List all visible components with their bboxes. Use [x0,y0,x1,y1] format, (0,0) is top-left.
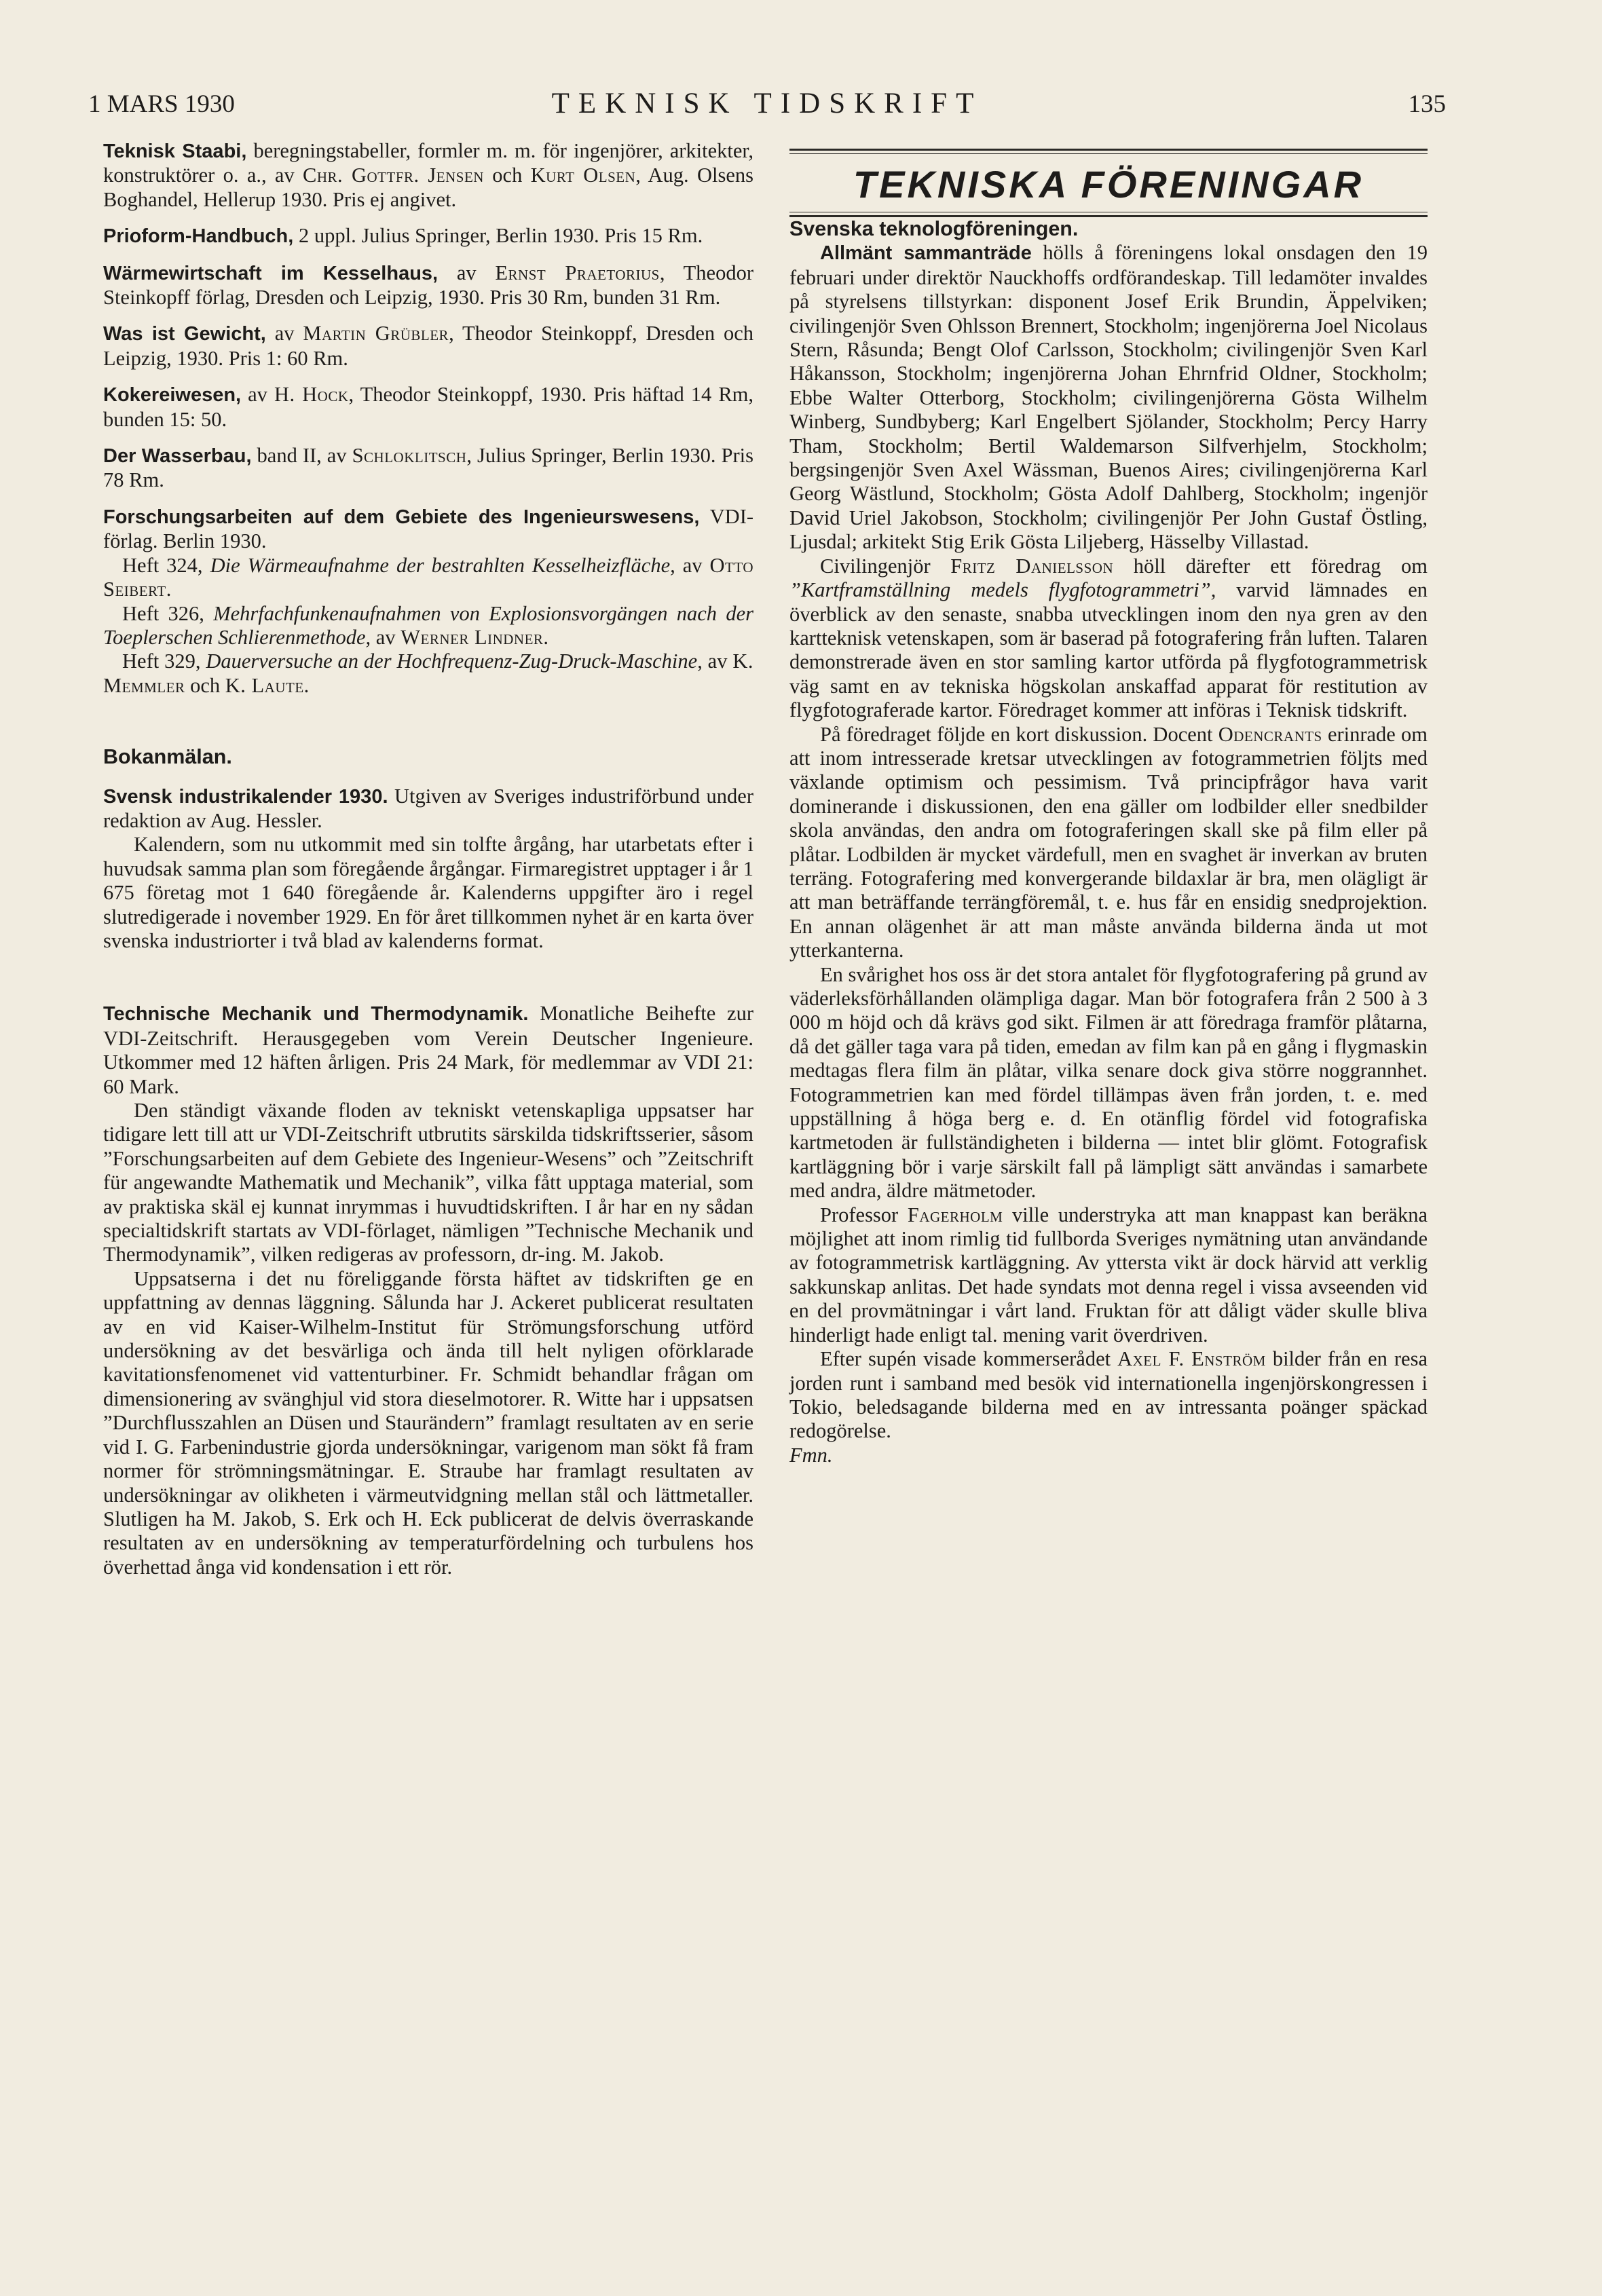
review-entry: Svensk industrikalender 1930. Utgiven av Sveriges industriförbund under redaktion av Aug. Hessler. [103,784,754,832]
review-text: Den ständigt växande floden av tekniskt vetenskapliga uppsatser har tidigare lett till att ur VDI-Zeitschrift utbrutits särskilda tidskriftsserier, såsom ”Forschungsarbeiten auf dem Gebiete des Ingenieur-Wesens” och ”Zeitschrift für angewandte Mathematik und Mechanik”, vilka fått upptaga material, som av praktiska skäl ej kunnat inrymmas i huvudtidskriften. I år har en ny sådan specialtidskrift startats av VDI-förlaget, nämligen ”Technische Mechanik und Thermodynamik”, vilken redigeras av professorn, dr-ing. M. Jakob. [103,1099,753,1266]
heft-entry: Heft 326, Mehrfachfunkenaufnahmen von Explosionsvorgängen nach der Toeplerschen Schlierenmethode, av Werner Lindner. [103,601,754,649]
heft-entry: Heft 329, Dauerversuche an der Hochfrequenz-Zug-Druck-Maschine, av K. Memmler och K. Laute. [103,650,753,697]
heft-entry: Heft 324, Die Wärmeaufnahme der bestrahlten Kesselheizfläche, av Otto Seibert. [103,553,753,601]
section-heading: Bokanmälan. [103,745,232,769]
meeting-text: På föredraget följde en kort diskussion. Docent Odencrants erinrade om att inom intresserade kretsar utvecklingen av fotogrammetrien följts med växlande optimism och pessimism. Två principfrågor hava varit dominerande i diskussionen, den ena gäller om lodbilder eller snedbilder skola användas, den andra om fotograferingen skall ske på film eller på plåtar. Lodbilden är mycket värdefull, men en svaghet är inverkan av bruten terräng. Fotografering med konvergerande bildaxlar är bra, men olägligt är att man beträffande terrängföremål, t. e. hus får en ensidig snedprojektion. En annan olägenhet är att man måste använda bilderna ända ut mot ytterkanterna. [789,722,1428,962]
meeting-text: En svårighet hos oss är det stora antalet för flygfotografering på grund av väderleksförhållanden olämpliga dagar. Man bör fotografera från 2 500 à 3 000 m höjd och då krävs god sikt. Filmen är att föredraga framför plåtarna, då det gäller taga vara på tiden, emedan av film kan på en gång i flygmaskin medtagas flera film än plåtar, vilka senare dock giva större noggrannhet. Fotogrammetrien kan med fördel tillämpas även från jorden, t. e. med uppställning å höga berg e. d. En otänflig fördel vid fotografiska kartmetoden är fullständigheten i bilderna — intet blir glömt. Fotografisk kartläggning bör i varje särskilt fall på lämpligt sätt användas i samarbete med andra, äldre mätmetoder. [789,962,1428,1203]
page-number: 135 [1408,90,1446,118]
book-entry: Prioform-Handbuch, 2 uppl. Julius Springer, Berlin 1930. Pris 15 Rm. [103,224,703,248]
left-column [103,139,753,1579]
issue-date: 1 MARS 1930 [88,90,235,118]
banner-title: TEKNISKA FÖRENINGAR [853,163,1364,206]
review-text: Uppsatserna i det nu föreliggande första häftet av tidskriften ge en uppfattning av dennas läggning. Sålunda har J. Ackeret publicerat resultaten av en vid Kaiser-Wilhelm-Institut für Strömungsforschung utförd undersökning av det besvärliga och ända till helt nyligen oförklarade kavitationsfenomenet vid vattenturbiner. Fr. Schmidt behandlar frågan om dimensionering av svänghjul vid stora dieselmotorer. R. Witte har i uppsatsen ”Durchflusszahlen an Düsen und Staurändern” framlagt resultaten av en serie vid I. G. Farbenindustrie gjorda undersökningar, varigenom man sökt få fram normer för strömningsmätningar. E. Straube har framlagt resultaten av undersökningar av olikheten i värmeutvidgning mellan stål och lättmetaller. Slutligen ha M. Jakob, S. Erk och H. Eck publicerat de delvis överraskande resultaten av en undersökning av temperaturfördelning och turbulens hos överhettad ånga vid kondensation i ett rör. [103,1266,753,1579]
signature: Fmn. [789,1443,833,1467]
journal-title: TEKNISK TIDSKRIFT [551,88,983,119]
book-entry: Forschungsarbeiten auf dem Gebiete des Ingenieurswesens, VDI-förlag. Berlin 1930. [103,504,754,553]
running-head [88,90,1446,130]
book-entry: Wärmewirtschaft im Kesselhaus, av Ernst Praetorius, Theodor Steinkopff förlag, Dresden och Leipzig, 1930. Pris 30 Rm, bunden 31 Rm. [103,261,753,309]
book-entry: Kokereiwesen, av H. Hock, Theodor Steinkoppf, 1930. Pris häftad 14 Rm, bunden 15: 50. [103,383,754,431]
book-entry: Der Wasserbau, band II, av Schloklitsch, Julius Springer, Berlin 1930. Pris 78 Rm. [103,444,754,492]
book-entry: Teknisk Staabi, beregningstabeller, formler m. m. för ingenjörer, arkitekter, konstruktörer o. a., av Chr. Gottfr. Jensen och Kurt Olsen, Aug. Olsens Boghandel, Hellerup 1930. Pris ej angivet. [103,139,753,211]
book-entry: Was ist Gewicht, av Martin Grübler, Theodor Steinkoppf, Dresden och Leipzig, 1930. Pris 1: 60 Rm. [103,322,754,370]
meeting-text: Professor Fagerholm ville understryka att man knappast kan beräkna möjlighet att inom rimlig tid fullborda Sveriges nymätning utan användande av fotogrammetrisk kartläggning. Av yttersta vikt är dock härvid att verklig sakkunskap anlitas. Det hade syndats mot denna regel i vissa avseenden vid en del provmätningar i vårt land. Fruktan för att dåligt väder skulle bliva hinderligt hade enligt tal. mening varit överdriven. [789,1203,1428,1347]
meeting-text: Efter supén visade kommerserådet Axel F. Enström bilder från en resa jorden runt i samband med besök vid internationella ingenjörskongressen i Tokio, beledsagande bilderna med en av intressanta poänger späckad redogörelse. [789,1347,1428,1443]
right-column [789,139,1428,1467]
meeting-text: Civilingenjör Fritz Danielsson höll därefter ett föredrag om ”Kartframställning medels flygfotogrammetri”, varvid lämnades en överblick av den senaste, snabba utvecklingen inom den nya gren av den kartteknisk vetenskapen, som är baserad på fotografering från luften. Talaren demonstrerade även en stor samling kartor utförda på flygfotogrammetrisk väg samt en av tekniska högskolan anskaffad apparat för restitution av flygfotograferade kartor. Föredraget kommer att införas i Teknisk tidskrift. [789,554,1428,722]
section-banner [789,149,1428,217]
review-text: Kalendern, som nu utkommit med sin tolfte årgång, har utarbetats efter i huvudsak samma plan som föregående årgångar. Firmaregistret upptager i år 1 675 företag mot 1 640 föregående år. Kalenderns uppgifter äro i regel slutredigerade i november 1929. En för året tillkommen nyhet är en karta över svenska industriorter i två blad av kalenderns format. [103,833,753,952]
review-entry: Technische Mechanik und Thermodynamik. Monatliche Beihefte zur VDI-Zeitschrift. Herausgegeben vom Verein Deutscher Ingenieure. Utkommer med 12 häften årligen. Pris 24 Mark, för medlemmar av VDI 21: 60 Mark. [103,1002,753,1098]
society-heading: Svenska teknologföreningen. [789,217,1079,240]
meeting-text: Allmänt sammanträde hölls å föreningens lokal onsdagen den 19 februari under direktör Nauckhoffs ordförandeskap. Till ledamöter invaldes på styrelsens tillstyrkan: disponent Josef Erik Brundin, Äppelviken; civilingenjör Sven Ohlsson Brennert, Stockholm; ingenjörerna Joel Nicolaus Stern, Råsunda; Bengt Olof Carlsson, Stockholm; civilingenjör Sven Karl Håkansson, Stockholm; ingenjörerna Johan Ehrnfrid Oldner, Stockholm; Ebbe Walter Otterborg, Stockholm; civilingenjörerna Gösta Wilhelm Winberg, Sundbyberg; Karl Engelbert Sjölander, Stockholm; Percy Harry Tham, Stockholm; Bertil Waldemarson Silfverhjelm, Stockholm; bergsingenjör Sven Axel Wässman, Buenos Aires; civilingenjörerna Karl Georg Wästlund, Stockholm; Gösta Adolf Dahlberg, Stockholm; ingenjör David Uriel Jakobson, Stockholm; civilingenjör Per John Gustaf Östling, Ljusdal; arkitekt Stig Erik Gösta Liljeberg, Hässelby Villastad. [789,241,1428,554]
